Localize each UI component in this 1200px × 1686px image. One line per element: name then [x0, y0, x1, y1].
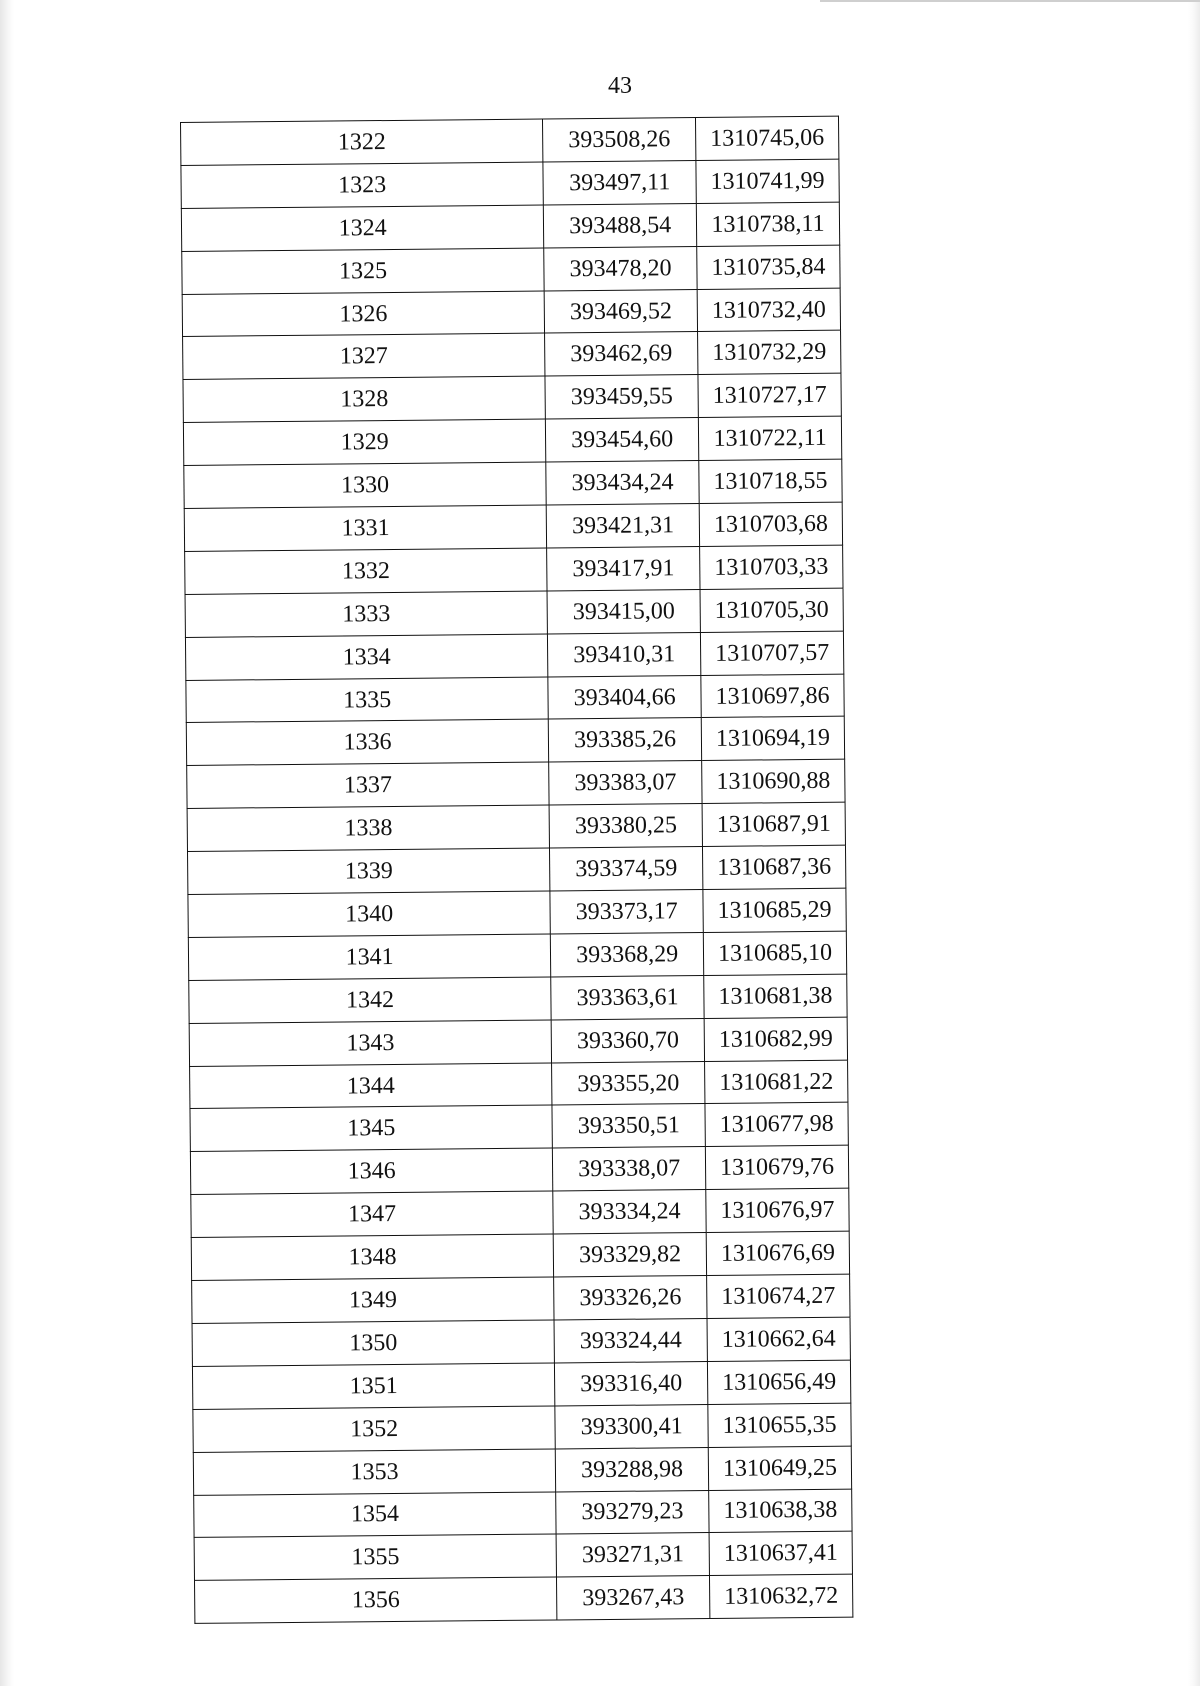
table-row [183, 416, 841, 465]
table-row [187, 760, 845, 809]
coordinates-table-body [181, 116, 853, 1623]
y-coordinate-cell: 1310690,88 [702, 760, 845, 804]
x-coordinate-cell: 393454,60 [546, 418, 699, 462]
table-row [183, 331, 841, 380]
x-coordinate-cell: 393410,31 [548, 632, 701, 676]
y-coordinate-cell: 1310705,30 [700, 588, 843, 632]
table-row [188, 931, 846, 980]
table-row [182, 288, 840, 337]
x-coordinate-cell: 393300,41 [555, 1404, 708, 1448]
y-coordinate-cell: 1310687,36 [703, 845, 846, 889]
table-row [190, 1146, 848, 1195]
table-row [195, 1574, 853, 1623]
x-coordinate-cell: 393368,29 [550, 932, 703, 976]
table-row [190, 1103, 848, 1152]
point-number-cell: 1347 [191, 1191, 554, 1237]
x-coordinate-cell: 393316,40 [555, 1361, 708, 1405]
y-coordinate-cell: 1310738,11 [696, 202, 839, 246]
point-number-cell: 1341 [188, 934, 551, 980]
point-number-cell: 1343 [189, 1020, 552, 1066]
y-coordinate-cell: 1310638,38 [709, 1489, 852, 1533]
y-coordinate-cell: 1310676,97 [706, 1188, 849, 1232]
y-coordinate-cell: 1310685,29 [703, 888, 846, 932]
table-row [188, 845, 846, 894]
y-coordinate-cell: 1310741,99 [696, 159, 839, 203]
x-coordinate-cell: 393508,26 [543, 118, 696, 162]
y-coordinate-cell: 1310662,64 [707, 1317, 850, 1361]
x-coordinate-cell: 393380,25 [549, 804, 702, 848]
point-number-cell: 1345 [190, 1105, 553, 1151]
point-number-cell: 1334 [185, 634, 548, 680]
y-coordinate-cell: 1310677,98 [705, 1103, 848, 1147]
point-number-cell: 1336 [186, 719, 549, 765]
table-row [189, 974, 847, 1023]
table-row [181, 116, 839, 165]
y-coordinate-cell: 1310649,25 [708, 1446, 851, 1490]
x-coordinate-cell: 393469,52 [544, 289, 697, 333]
x-coordinate-cell: 393355,20 [552, 1061, 705, 1105]
x-coordinate-cell: 393497,11 [543, 160, 696, 204]
table-row [185, 545, 843, 594]
point-number-cell: 1330 [184, 462, 547, 508]
x-coordinate-cell: 393417,91 [547, 546, 700, 590]
point-number-cell: 1340 [188, 891, 551, 937]
y-coordinate-cell: 1310703,33 [700, 545, 843, 589]
point-number-cell: 1352 [193, 1406, 556, 1452]
point-number-cell: 1328 [183, 376, 546, 422]
scan-edge-right [1188, 0, 1200, 1686]
y-coordinate-cell: 1310745,06 [696, 116, 839, 160]
y-coordinate-cell: 1310679,76 [705, 1146, 848, 1190]
y-coordinate-cell: 1310722,11 [698, 416, 841, 460]
x-coordinate-cell: 393434,24 [546, 461, 699, 505]
point-number-cell: 1351 [192, 1363, 555, 1409]
table-row [191, 1188, 849, 1237]
x-coordinate-cell: 393373,17 [550, 890, 703, 934]
y-coordinate-cell: 1310656,49 [707, 1360, 850, 1404]
x-coordinate-cell: 393415,00 [547, 589, 700, 633]
point-number-cell: 1350 [192, 1320, 555, 1366]
x-coordinate-cell: 393350,51 [552, 1104, 705, 1148]
point-number-cell: 1355 [194, 1534, 557, 1580]
x-coordinate-cell: 393488,54 [543, 203, 696, 247]
point-number-cell: 1326 [182, 291, 545, 337]
x-coordinate-cell: 393279,23 [556, 1490, 709, 1534]
x-coordinate-cell: 393324,44 [554, 1318, 707, 1362]
point-number-cell: 1339 [188, 848, 551, 894]
table-row [190, 1060, 848, 1109]
scan-edge-left [0, 0, 14, 1686]
table-row [188, 888, 846, 937]
point-number-cell: 1349 [192, 1277, 555, 1323]
x-coordinate-cell: 393271,31 [556, 1533, 709, 1577]
table-row [194, 1532, 852, 1581]
table-row [192, 1274, 850, 1323]
y-coordinate-cell: 1310676,69 [706, 1231, 849, 1275]
scan-top-line [820, 0, 1200, 2]
point-number-cell: 1333 [185, 591, 548, 637]
y-coordinate-cell: 1310732,40 [697, 288, 840, 332]
table-row [192, 1317, 850, 1366]
point-number-cell: 1348 [191, 1234, 554, 1280]
x-coordinate-cell: 393267,43 [557, 1576, 710, 1620]
point-number-cell: 1335 [186, 677, 549, 723]
y-coordinate-cell: 1310732,29 [698, 331, 841, 375]
x-coordinate-cell: 393421,31 [546, 504, 699, 548]
x-coordinate-cell: 393459,55 [545, 375, 698, 419]
point-number-cell: 1353 [193, 1449, 556, 1495]
point-number-cell: 1344 [190, 1063, 553, 1109]
x-coordinate-cell: 393404,66 [548, 675, 701, 719]
table-row [184, 459, 842, 508]
y-coordinate-cell: 1310632,72 [710, 1574, 853, 1618]
table-row [186, 717, 844, 766]
y-coordinate-cell: 1310703,68 [699, 502, 842, 546]
coordinates-table [180, 116, 853, 1624]
table-row [181, 202, 839, 251]
point-number-cell: 1327 [183, 333, 546, 379]
x-coordinate-cell: 393385,26 [548, 718, 701, 762]
table-row [191, 1231, 849, 1280]
point-number-cell: 1323 [181, 162, 544, 208]
table-row [193, 1446, 851, 1495]
x-coordinate-cell: 393326,26 [554, 1276, 707, 1320]
x-coordinate-cell: 393360,70 [551, 1018, 704, 1062]
point-number-cell: 1346 [190, 1148, 553, 1194]
y-coordinate-cell: 1310637,41 [709, 1532, 852, 1576]
y-coordinate-cell: 1310655,35 [708, 1403, 851, 1447]
table-row [187, 802, 845, 851]
page-number: 43 [608, 73, 632, 99]
table-row [185, 631, 843, 680]
point-number-cell: 1337 [187, 762, 550, 808]
point-number-cell: 1325 [182, 248, 545, 294]
table-row [186, 674, 844, 723]
table-row [183, 374, 841, 423]
y-coordinate-cell: 1310697,86 [701, 674, 844, 718]
x-coordinate-cell: 393334,24 [553, 1190, 706, 1234]
point-number-cell: 1356 [195, 1577, 558, 1623]
y-coordinate-cell: 1310674,27 [707, 1274, 850, 1318]
y-coordinate-cell: 1310735,84 [697, 245, 840, 289]
x-coordinate-cell: 393329,82 [553, 1233, 706, 1277]
point-number-cell: 1342 [189, 977, 552, 1023]
table-row [182, 245, 840, 294]
y-coordinate-cell: 1310681,22 [705, 1060, 848, 1104]
x-coordinate-cell: 393338,07 [553, 1147, 706, 1191]
x-coordinate-cell: 393288,98 [555, 1447, 708, 1491]
x-coordinate-cell: 393478,20 [544, 246, 697, 290]
table-row [184, 502, 842, 551]
x-coordinate-cell: 393363,61 [551, 975, 704, 1019]
y-coordinate-cell: 1310718,55 [699, 459, 842, 503]
table-row [194, 1489, 852, 1538]
point-number-cell: 1322 [181, 119, 544, 165]
table-row [181, 159, 839, 208]
x-coordinate-cell: 393462,69 [545, 332, 698, 376]
table-row [192, 1360, 850, 1409]
y-coordinate-cell: 1310687,91 [702, 802, 845, 846]
y-coordinate-cell: 1310707,57 [700, 631, 843, 675]
y-coordinate-cell: 1310681,38 [704, 974, 847, 1018]
table-row [193, 1403, 851, 1452]
y-coordinate-cell: 1310727,17 [698, 374, 841, 418]
y-coordinate-cell: 1310682,99 [704, 1017, 847, 1061]
point-number-cell: 1324 [181, 205, 544, 251]
point-number-cell: 1331 [184, 505, 547, 551]
y-coordinate-cell: 1310685,10 [703, 931, 846, 975]
table-row [185, 588, 843, 637]
y-coordinate-cell: 1310694,19 [701, 717, 844, 761]
point-number-cell: 1338 [187, 805, 550, 851]
point-number-cell: 1329 [183, 419, 546, 465]
point-number-cell: 1332 [185, 548, 548, 594]
table-row [189, 1017, 847, 1066]
x-coordinate-cell: 393383,07 [549, 761, 702, 805]
x-coordinate-cell: 393374,59 [550, 847, 703, 891]
point-number-cell: 1354 [194, 1491, 557, 1537]
